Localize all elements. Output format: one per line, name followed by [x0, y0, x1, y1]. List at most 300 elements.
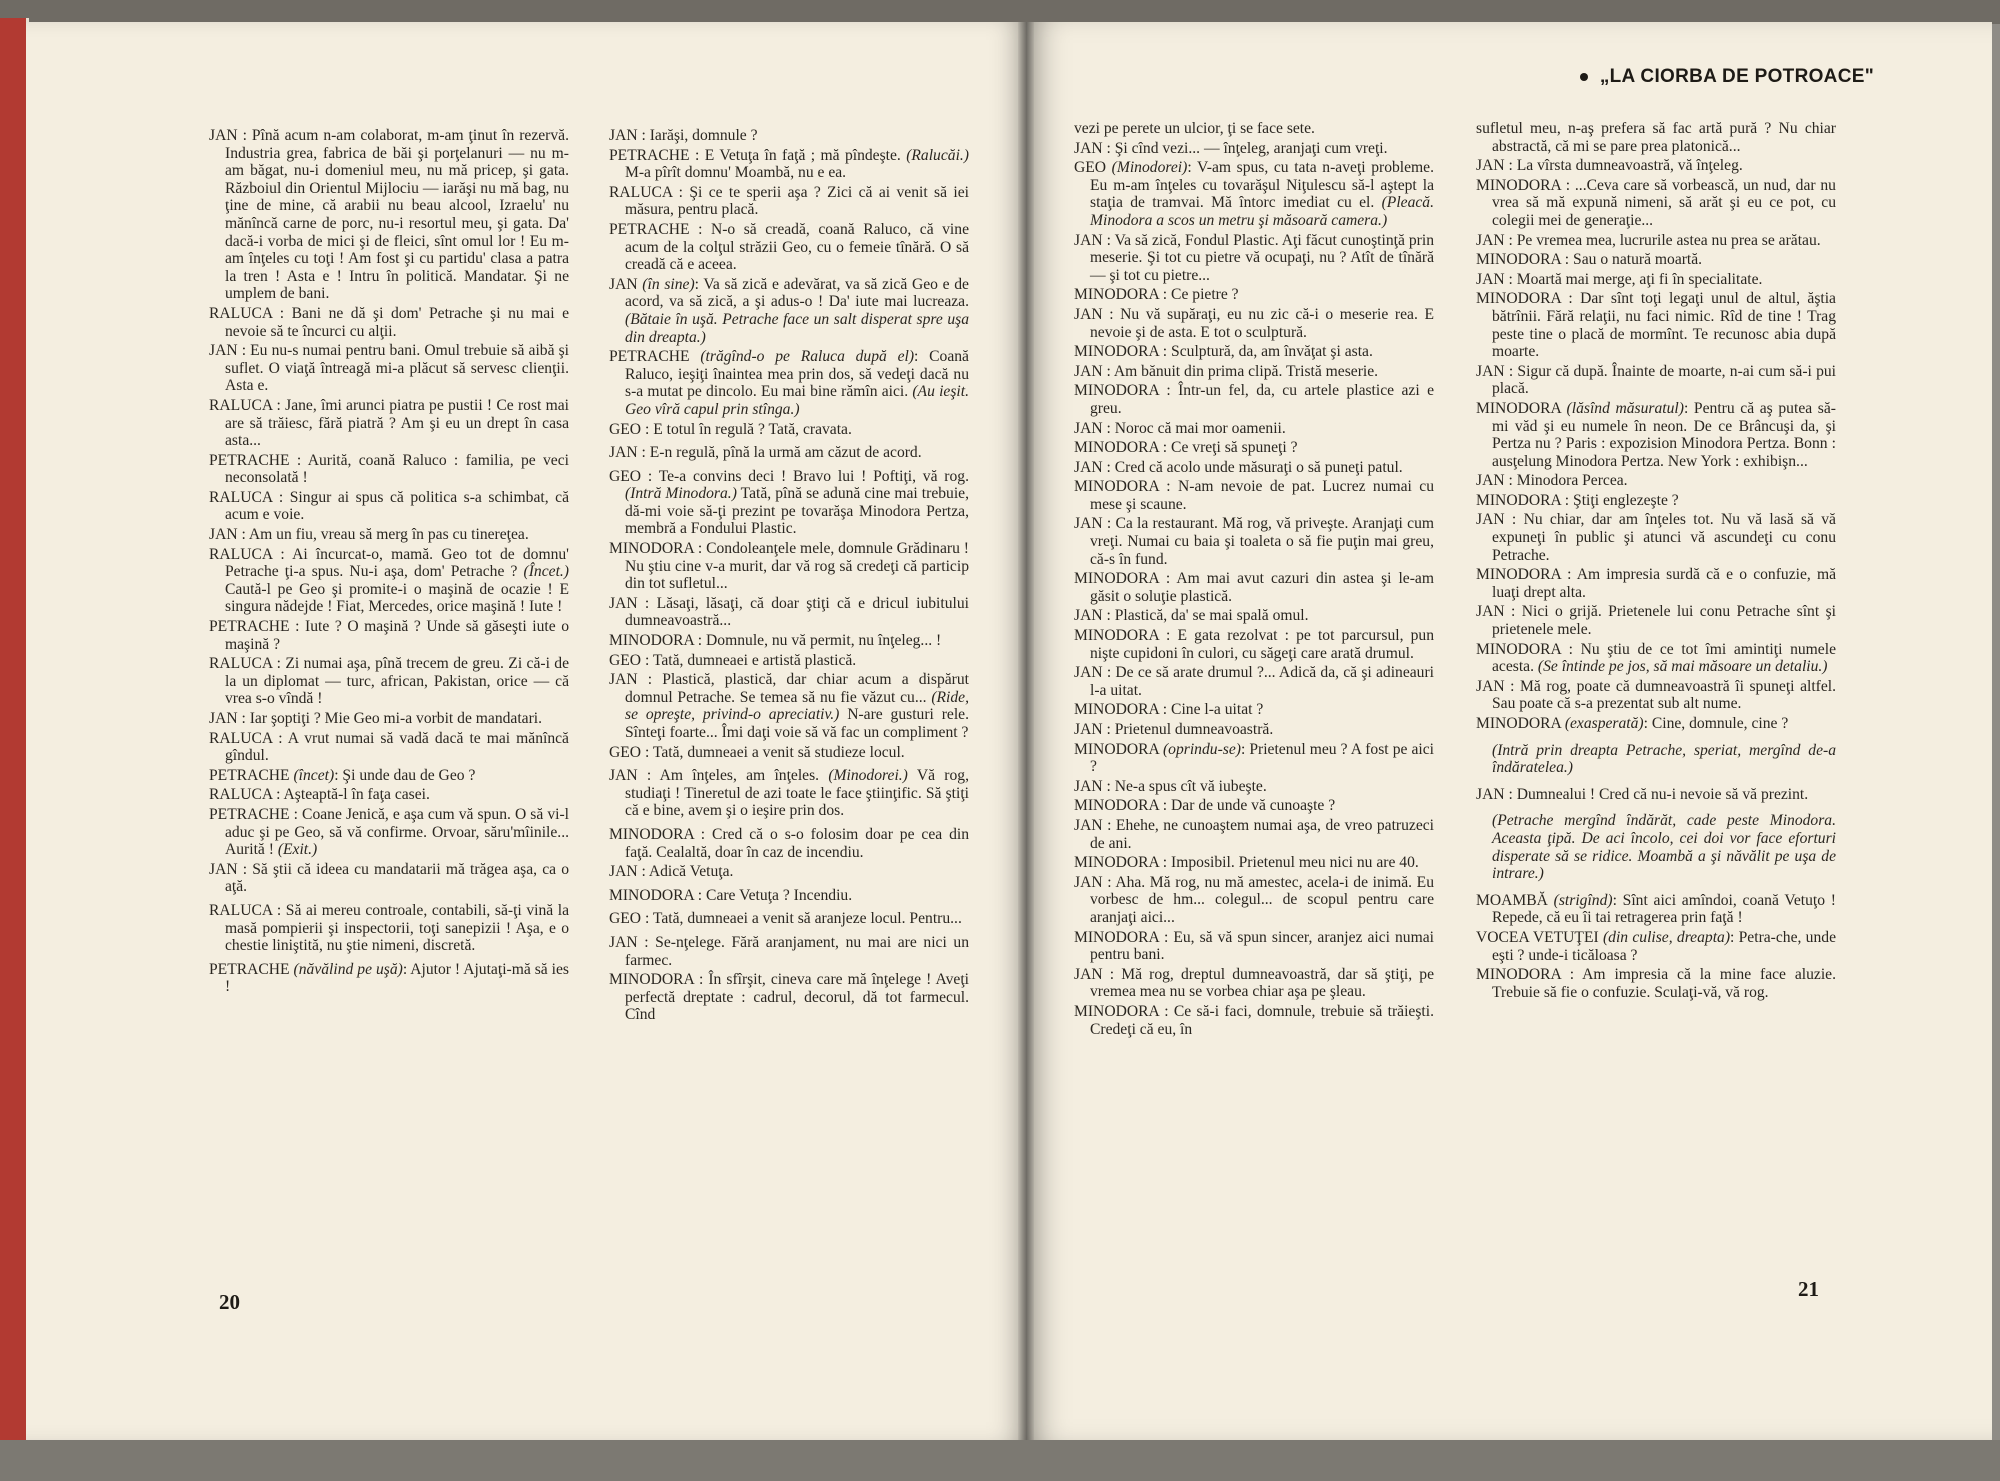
dialogue-text: Ca la restaurant. Mă rog, vă priveşte. Aranjaţi cum vreţi. Numai cu baia şi toaleta o să fie puţin mai greu, că-s în fund.: [1090, 515, 1434, 568]
speaker-name: JAN: [609, 863, 638, 881]
dialogue-text: Plastică, da' se mai spală omul.: [1114, 607, 1309, 625]
dialogue-line: RALUCA : Să ai mereu controale, contabili, să-ţi vină la masă pompierii şi inspectorii, toţi sanepizii ! Aşa, e o chestie liniştită, nu ştie nimeni, discretă.: [209, 901, 570, 955]
speaker-name: RALUCA: [209, 488, 273, 506]
dialogue-line: PETRACHE : N-o să creadă, coană Raluco, că vine acum de la colţul străzii Geo, cu o femeie tînără. O să creadă că e aceea.: [609, 220, 969, 274]
dialogue-text: Dumnealui ! Cred că nu-i nevoie să vă prezint.: [1516, 785, 1809, 803]
dialogue-line: RALUCA : A vrut numai să vadă dacă te mai mănîncă gîndul.: [209, 729, 569, 765]
speaker-name: RALUCA: [209, 729, 273, 747]
dialogue-text: Noroc că mai mor oamenii.: [1114, 419, 1286, 437]
dialogue-line: MINODORA : Domnule, nu vă permit, nu înţeleg... !: [609, 632, 942, 650]
dialogue-text: Care Vetuţa ? Incendiu.: [706, 886, 853, 904]
dialogue-line: PETRACHE : Aurită, coană Raluco : familia, pe veci neconsolată !: [209, 451, 569, 487]
speaker-name: JAN: [1074, 816, 1103, 834]
text-column-3: [1074, 120, 1434, 1040]
speaker-name: JAN: [1074, 231, 1103, 249]
speaker-name: MINODORA: [1074, 854, 1159, 872]
stage-direction-inline: (oprindu-se): [1162, 740, 1241, 758]
dialogue-text: : Ajutor ! Ajutaţi-mă să ies !: [225, 960, 569, 996]
speaker-name: JAN: [209, 526, 238, 544]
dialogue-line: [609, 348, 969, 418]
text-column-2: [609, 127, 969, 1026]
stage-direction-inline: (Minodorei): [1111, 159, 1188, 177]
speaker-name: JAN: [209, 860, 238, 878]
dialogue-text: : Cine, domnule, cine ?: [1643, 715, 1789, 732]
dialogue-text: Cine l-a uitat ?: [1171, 701, 1264, 719]
dialogue-line: [209, 961, 569, 996]
dialogue-line: GEO : E totul în regulă ? Tată, cravata.: [609, 420, 852, 438]
stage-direction: (Intră prin dreapta Petrache, speriat, mergînd de-a îndăratelea.): [1492, 741, 1836, 777]
dialogue-line: JAN : Noroc că mai mor oamenii.: [1074, 419, 1286, 437]
dialogue-text: Prietenul dumneavoastră.: [1114, 721, 1274, 738]
speaker-name: GEO: [609, 651, 642, 669]
speaker-name: MINODORA: [1074, 627, 1159, 645]
dialogue-text: Mă rog, dreptul dumneavoastră, dar să ştiţi, pe vremea mea nu se vorbea chiar aşa pe şleau.: [1090, 965, 1434, 1001]
dialogue-text: Tată, dumneaei a venit să studieze locul.: [652, 743, 905, 761]
dialogue-text: Am un fiu, vreau să merg în pas cu tinereţea.: [248, 526, 529, 544]
speaker-name: PETRACHE: [209, 451, 290, 469]
speaker-name: MINODORA: [1074, 439, 1159, 457]
bullet-icon: [1580, 73, 1588, 81]
stage-direction-inline: (trăgînd-o pe Raluca după el): [700, 348, 915, 366]
dialogue-line: [1476, 929, 1836, 964]
speaker-name: JAN: [1476, 511, 1505, 529]
dialogue-line: JAN : Dumnealui ! Cred că nu-i nevoie să vă prezint.: [1476, 785, 1809, 803]
speaker-name: MINODORA: [1074, 1002, 1159, 1020]
dialogue-line: [1074, 741, 1434, 776]
dialogue-line: MINODORA : Cred că o s-o folosim doar pe cea din faţă. Cealaltă, doar în caz de incendiu.: [609, 825, 969, 861]
dialogue-text: : Prietenul meu ? A fost pe aici ?: [1090, 740, 1434, 776]
dialogue-line: MINODORA : Ce vreţi să spuneţi ?: [1074, 439, 1298, 457]
speaker-name: GEO: [1074, 159, 1107, 177]
dialogue-text: vezi pe perete un ulcior, ţi se face sete.: [1074, 120, 1315, 137]
dialogue-text: sufletul meu, n-aş prefera să fac artă pură ? Nu chiar abstractă, că mi se pare prea platonică...: [1476, 120, 1836, 155]
speaker-name: MINODORA: [1476, 290, 1561, 308]
dialogue-continuation: [1476, 120, 1836, 155]
speaker-name: JAN: [1074, 305, 1103, 323]
running-head-text: „LA CIORBA DE POTROACE": [1599, 66, 1874, 87]
dialogue-text: Eu nu-s numai pentru bani. Omul trebuie să aibă şi suflet. O viaţă întreagă mi-a plăcut să servesc clienţii. Asta e.: [225, 342, 569, 395]
stage-direction-inline: (Încet.): [523, 563, 569, 581]
dialogue-line: MINODORA : În sfîrşit, cineva care mă înţelege ! Aveţi perfectă dreptate : cadrul, decorul, dă tot farmecul. Cînd: [609, 971, 969, 1024]
dialogue-text: : Va să zică e adevărat, va să zică Geo e de acord, va să zică, a şi adus-o ! Da' iute mai lucreaza.: [625, 275, 969, 311]
dialogue-text: Singur ai spus că politica s-a schimbat, că acum e voie.: [225, 488, 569, 524]
speaker-name: JAN: [1476, 270, 1505, 288]
dialogue-text: Ştiţi englezeşte ?: [1573, 491, 1679, 509]
stage-direction-inline: (Bătaie în uşă. Petrache face un salt disperat spre uşa din dreapta.): [625, 310, 969, 346]
dialogue-line: MINODORA : Am mai avut cazuri din astea şi le-am găsit o soluţie plastică.: [1074, 570, 1434, 605]
dialogue-line: MINODORA : Dar de unde vă cunoaşte ?: [1074, 797, 1336, 815]
speaker-name: JAN: [1074, 458, 1103, 476]
dialogue-text: Domnule, nu vă permit, nu înţeleg... !: [706, 632, 942, 650]
dialogue-text: Lăsaţi, lăsaţi, că doar ştiţi că e dricul iubitului dumneavoastră...: [625, 594, 969, 630]
dialogue-text: Pînă acum n-am colaborat, m-am ţinut în rezervă. Industria grea, fabrica de băi şi porţelanuri — nu m-am băgat, nu-i domeniul meu, nu mă pricep, şi gata. Războiul din Orientul Mijlociu — iarăşi nu mă bag, nu ţine de mine, că arabii nu beau alcool, Izraelu' nu mănîncă carne de porc, nu-i resortul meu, şi gata. Da' dacă-i vorba de mici şi de fleici, sînt omul lor ! Eu m-am înţeles cu toţi ! Am fost şi cu partidu' clasa a patra la tren ! Asta e ! Intru în politică. Mandatar. Şi ne umplem de bani.: [225, 127, 569, 303]
stage-direction-inline: (Pleacă. Minodora a scos un metru şi măsoară camera.): [1090, 194, 1434, 229]
dialogue-line: JAN : Mă rog, dreptul dumneavoastră, dar să ştiţi, pe vremea mea nu se vorbea chiar aşa pe şleau.: [1074, 965, 1434, 1001]
speaker-name: MINODORA: [1074, 343, 1159, 361]
dialogue-line: JAN : Să ştii că ideea cu mandatarii mă trăgea aşa, ca o aţă.: [209, 860, 569, 896]
dialogue-line: MINODORA : Care Vetuţa ? Incendiu.: [609, 886, 853, 904]
dialogue-line: JAN : Lăsaţi, lăsaţi, că doar ştiţi că e dricul iubitului dumneavoastră...: [609, 594, 969, 630]
dialogue-text: Ce pietre ?: [1171, 286, 1239, 304]
speaker-name: MINODORA: [1476, 251, 1561, 269]
dialogue-line: [1476, 400, 1836, 470]
speaker-name: MINODORA: [609, 632, 694, 650]
speaker-name: JAN: [209, 710, 238, 727]
dialogue-text: Tată, pînă se adună cine mai trebuie, dă-mi voie să-ţi prezint pe tovarăşa Minodora Pertza, membră a Fondului Plastic.: [625, 485, 969, 538]
speaker-name: RALUCA: [209, 901, 273, 919]
dialogue-text: Pe vremea mea, lucrurile astea nu prea se arătau.: [1516, 231, 1821, 249]
dialogue-text: Să ştii că ideea cu mandatarii mă trăgea aşa, ca o aţă.: [225, 860, 569, 896]
dialogue-text: Ai încurcat-o, mamă. Geo tot de domnu' Petrache ţi-a spus. Nu-i aşa, dom' Petrache ?: [225, 545, 569, 581]
speaker-name: PETRACHE: [209, 960, 290, 978]
speaker-name: MINODORA: [609, 886, 694, 904]
dialogue-text: Aşteaptă-l în faţa casei.: [283, 786, 430, 804]
dialogue-line: MINODORA : Am impresia surdă că e o confuzie, mă luaţi drept alta.: [1476, 566, 1836, 601]
dialogue-text: Ce să-i faci, domnule, trebuie să trăieşti. Credeţi că eu, în: [1090, 1002, 1434, 1038]
dialogue-text: : V-am spus, cu tata n-aveţi probleme. Eu m-am înţeles cu tovarăşul Niţulescu să-l aştept la staţia de tramvai. Mă întorc imediat cu el.: [1090, 159, 1434, 212]
dialogue-text: : Coană Raluco, ieşiţi înaintea mea prin dos, să vedeţi dacă nu s-a mutat pe dincolo. Eu mai bine rămîn aici.: [625, 348, 969, 401]
dialogue-text: E gata rezolvat : pe tot parcursul, pun nişte cupidoni în culori, cu săgeţi care arată drumul.: [1090, 627, 1434, 662]
speaker-name: JAN: [609, 275, 638, 293]
stage-direction-inline: (strigînd): [1553, 891, 1613, 909]
dialogue-line: PETRACHE : Iute ? O maşină ? Unde să găseşti iute o maşină ?: [209, 618, 569, 653]
dialogue-text: Zi numai aşa, pînă trecem de greu. Zi că-i de la un diplomat — turc, african, Pakistan, orice — că vrea s-o vîndă !: [225, 655, 569, 708]
dialogue-line: JAN : Aha. Mă rog, nu mă amestec, acela-i de inimă. Eu vorbesc de hm... colegul... de scopul pentru care aranjaţi aici...: [1074, 873, 1434, 926]
text-column-4: [1476, 120, 1836, 1003]
dialogue-line: JAN : Iar şoptiţi ? Mie Geo mi-a vorbit de mandatari.: [209, 710, 543, 727]
dialogue-line: RALUCA : Singur ai spus că politica s-a schimbat, că acum e voie.: [209, 488, 569, 524]
speaker-name: MINODORA: [1476, 176, 1561, 194]
speaker-name: RALUCA: [209, 545, 273, 563]
dialogue-line: JAN : Am înţeles, am înţeles. (Minodorei.) Vă rog, studiaţi ! Tineretul de azi toate le face ştiinţific. Să ştiţi că e bine, avem şi o ieşire prin dos.: [609, 767, 969, 820]
speaker-name: RALUCA: [209, 396, 273, 414]
dialogue-line: JAN : Ca la restaurant. Mă rog, vă priveşte. Aranjaţi cum vreţi. Numai cu baia şi toaleta o să fie puţin mai greu, că-s în fund.: [1074, 515, 1434, 568]
speaker-name: JAN: [1074, 777, 1103, 795]
dialogue-text: Eu, să vă spun sincer, aranjez aici numai pentru bani.: [1090, 928, 1434, 964]
dialogue-line: [1074, 159, 1434, 229]
speaker-name: MINODORA: [1476, 715, 1561, 732]
dialogue-line: MINODORA : Dar sînt toţi legaţi unul de altul, ăştia bătrînii. Fără relaţii, nu faci nimic. Rîd de tine ! Trag peste tine o placă de mormînt. Te recunosc abia după moarte.: [1476, 290, 1836, 361]
stage-direction-inline: (Exit.): [277, 841, 318, 859]
dialogue-line: [1476, 892, 1836, 927]
speaker-name: GEO: [609, 910, 642, 928]
book-cover-edge: [0, 18, 29, 1443]
dialogue-line: JAN : Am un fiu, vreau să merg în pas cu tinereţea.: [209, 526, 529, 544]
page-number-left: 20: [219, 1290, 240, 1314]
dialogue-line: JAN : Pe vremea mea, lucrurile astea nu prea se arătau.: [1476, 231, 1821, 249]
speaker-name: MINODORA: [1074, 701, 1159, 719]
dialogue-line: JAN : De ce să arate drumul ?... Adică da, că şi adineauri l-a uitat.: [1074, 664, 1434, 699]
dialogue-text: Dar sînt toţi legaţi unul de altul, ăştia bătrînii. Fără relaţii, nu faci nimic. Rîd de tine ! Trag peste tine o placă de mormînt. Te recunosc abia după moarte.: [1492, 290, 1836, 361]
dialogue-line: JAN : Ehehe, ne cunoaştem numai aşa, de vreo patruzeci de ani.: [1074, 816, 1434, 852]
dialogue-line: MINODORA : Sau o natură moartă.: [1476, 251, 1703, 269]
speaker-name: JAN: [1074, 607, 1103, 625]
speaker-name: RALUCA: [609, 183, 673, 201]
dialogue-text: Şi cînd vezi... — înţeleg, aranjaţi cum vreţi.: [1114, 139, 1388, 157]
dialogue-line: RALUCA : Aşteaptă-l în faţa casei.: [209, 786, 430, 804]
dialogue-text: Moartă mai merge, aţi fi în specialitate.: [1516, 270, 1763, 288]
dialogue-line: MINODORA : Sculptură, da, am învăţat şi asta.: [1074, 343, 1373, 361]
speaker-name: MINODORA: [1476, 566, 1561, 584]
speaker-name: MINODORA: [609, 540, 694, 558]
stage-direction-inline: (exasperată): [1564, 715, 1644, 732]
stage-direction-inline: (Intră Minodora.): [625, 485, 737, 503]
dialogue-line: MINODORA : Ce pietre ?: [1074, 286, 1239, 304]
speaker-name: JAN: [1476, 472, 1505, 490]
stage-direction-inline: (Se întinde pe jos, să mai măsoare un detaliu.): [1537, 658, 1828, 676]
speaker-name: GEO: [609, 467, 642, 485]
dialogue-line: JAN : E-n regulă, pînă la urmă am căzut de acord.: [609, 444, 922, 462]
dialogue-text: E-n regulă, pînă la urmă am căzut de acord.: [649, 444, 922, 462]
speaker-name: MOAMBĂ: [1476, 891, 1548, 909]
speaker-name: RALUCA: [209, 786, 273, 804]
stage-direction: (Petrache mergînd îndărăt, cade peste Minodora. Aceasta ţipă. De aci încolo, cei doi vor face eforturi disperate să se ridice. Moambă a şi năvălit pe uşa de intrare.): [1492, 812, 1836, 883]
dialogue-text: N-am nevoie de pat. Lucrez numai cu mese şi scaune.: [1090, 478, 1434, 513]
speaker-name: GEO: [609, 743, 642, 761]
dialogue-text: Sigur că după. Înainte de moarte, n-ai cum să-i pui placă.: [1492, 362, 1836, 398]
dialogue-text: Te-a convins deci ! Bravo lui ! Poftiţi, vă rog.: [658, 467, 969, 485]
speaker-name: RALUCA: [209, 304, 273, 322]
speaker-name: JAN: [609, 767, 638, 785]
dialogue-line: GEO : Tată, dumneaei a venit să studieze locul.: [609, 743, 905, 761]
dialogue-line: [609, 276, 969, 346]
speaker-name: JAN: [1074, 965, 1103, 983]
dialogue-line: MINODORA : Ştiţi englezeşte ?: [1476, 491, 1679, 509]
dialogue-text: Nu ştiu de ce tot îmi amintiţi numele acesta.: [1492, 640, 1836, 676]
dialogue-text: Tată, dumneaei e artistă plastică.: [652, 651, 857, 669]
dialogue-line: JAN : Am bănuit din prima clipă. Tristă meserie.: [1074, 362, 1379, 380]
dialogue-line: MINODORA : ...Ceva care să vorbească, un nud, dar nu vrea să mă expună nimeni, să arăt şi eu ce pot, cu colegii mei de generaţie...: [1476, 176, 1836, 229]
dialogue-line: MINODORA : Am impresia că la mine face aluzie. Trebuie să fie o confuzie. Sculaţi-vă, vă rog.: [1476, 966, 1836, 1001]
dialogue-text: Minodora Percea.: [1516, 472, 1628, 490]
dialogue-text: Plastică, plastică, dar chiar acum a dispărut domnul Petrache. Se temea să nu fie văzut cu...: [625, 671, 969, 706]
speaker-name: JAN: [1476, 362, 1505, 380]
stage-direction-inline: (năvălind pe uşă): [293, 960, 403, 978]
dialogue-line: JAN : Ne-a spus cît vă iubeşte.: [1074, 777, 1267, 795]
speaker-name: MINODORA: [609, 971, 694, 989]
speaker-name: JAN: [1476, 785, 1505, 803]
stage-direction-inline: (încet): [293, 766, 335, 784]
speaker-name: PETRACHE: [209, 805, 290, 823]
dialogue-line: RALUCA : Ai încurcat-o, mamă. Geo tot de domnu' Petrache ţi-a spus. Nu-i aşa, dom' Petrache ? (Încet.) Caută-l pe Geo şi promite-i o maşină de ocazie ! E singura nădejde ! Fiat, Mercedes, orice maşină ! Iute !: [209, 545, 569, 616]
dialogue-text: Aurită, coană Raluco : familia, pe veci neconsolată !: [225, 451, 569, 487]
speaker-name: MINODORA: [1074, 382, 1159, 400]
dialogue-text: Coane Jenică, e aşa cum vă spun. O să vi-l aduc şi pe Geo, să vă confirme. Orvoar, săru'mîinile... Aurită !: [225, 805, 569, 859]
speaker-name: MINODORA: [1476, 491, 1561, 509]
speaker-name: JAN: [209, 127, 238, 144]
stage-direction-inline: (lăsînd măsuratul): [1566, 399, 1684, 417]
book-gutter: [1018, 22, 1034, 1440]
dialogue-text: Ne-a spus cît vă iubeşte.: [1114, 777, 1267, 795]
dialogue-line: MINODORA : Imposibil. Prietenul meu nici nu are 40.: [1074, 854, 1419, 872]
dialogue-line: JAN : Plastică, da' se mai spală omul.: [1074, 607, 1309, 625]
dialogue-text: Adică Vetuţa.: [648, 863, 734, 881]
dialogue-line: GEO : Te-a convins deci ! Bravo lui ! Poftiţi, vă rog. (Intră Minodora.) Tată, pînă se adună cine mai trebuie, dă-mi voie să-ţi prezint pe tovarăşa Minodora Pertza, membră a Fondului Plastic.: [609, 467, 969, 538]
dialogue-text: M-a pîrît domnu' Moambă, nu e ea.: [625, 164, 847, 182]
dialogue-line: JAN : Şi cînd vezi... — înţeleg, aranjaţi cum vreţi.: [1074, 139, 1388, 157]
dialogue-line: MINODORA : Nu ştiu de ce tot îmi amintiţi numele acesta. (Se întinde pe jos, să mai măsoare un detaliu.): [1476, 640, 1836, 676]
speaker-name: PETRACHE: [609, 348, 690, 366]
dialogue-line: JAN : Pînă acum n-am colaborat, m-am ţinut în rezervă. Industria grea, fabrica de băi şi porţelanuri — nu m-am băgat, nu-i domeniul meu, nu mă pricep, şi gata. Războiul din Orientul Mijlociu — iarăşi nu mă bag, nu ţine de mine, că arabii nu beau alcool, Izraelu' nu mănîncă carne de porc, nu-i resortul meu, şi gata. Da' dacă-i vorba de mici şi de fleici, sînt omul lor ! Eu m-am înţeles cu toţi ! Am fost şi cu partidu' clasa a patra la tren ! Asta e ! Intru în politică. Mandatar. Şi ne umplem de bani.: [209, 127, 569, 303]
dialogue-text: Am bănuit din prima clipă. Tristă meserie.: [1113, 362, 1379, 380]
dialogue-line: RALUCA : Bani ne dă şi dom' Petrache şi nu mai e nevoie să te încurci cu alţii.: [209, 304, 569, 340]
dialogue-text: Ehehe, ne cunoaştem numai aşa, de vreo patruzeci de ani.: [1090, 816, 1434, 852]
dialogue-text: : Sînt aici amîndoi, coană Vetuţo ! Repede, că eu îi tai retragerea prin faţă !: [1492, 891, 1836, 927]
speaker-name: MINODORA: [1074, 286, 1159, 304]
dialogue-line: GEO : Tată, dumneaei e artistă plastică.: [609, 651, 857, 669]
speaker-name: PETRACHE: [609, 146, 690, 164]
dialogue-text: Nici o grijă. Prietenele lui conu Petrache sînt şi prietenele mele.: [1492, 603, 1836, 639]
dialogue-text: Nu vă supăraţi, eu nu zic că-i o meserie rea. E nevoie şi de asta. E tot o sculptură.: [1090, 305, 1434, 341]
speaker-name: RALUCA: [209, 655, 273, 673]
dialogue-line: JAN : Prietenul dumneavoastră.: [1074, 721, 1274, 738]
dialogue-line: MINODORA : N-am nevoie de pat. Lucrez numai cu mese şi scaune.: [1074, 478, 1434, 513]
speaker-name: JAN: [1074, 515, 1103, 533]
speaker-name: JAN: [609, 671, 638, 689]
dialogue-text: Am impresia că la mine face aluzie. Trebuie să fie o confuzie. Sculaţi-vă, vă rog.: [1492, 966, 1836, 1001]
speaker-name: MINODORA: [1074, 478, 1159, 496]
speaker-name: PETRACHE: [209, 766, 290, 784]
dialogue-text: Iute ? O maşină ? Unde să găseşti iute o maşină ?: [225, 618, 569, 653]
dialogue-text: Iar şoptiţi ? Mie Geo mi-a vorbit de mandatari.: [249, 710, 543, 727]
dialogue-continuation: [1074, 120, 1434, 138]
stage-direction-inline: (din culise, dreapta): [1602, 928, 1731, 946]
dialogue-text: În sfîrşit, cineva care mă înţelege ! Aveţi perfectă dreptate : cadrul, decorul, dă tot farmecul. Cînd: [625, 971, 969, 1024]
speaker-name: JAN: [1074, 873, 1103, 891]
dialogue-line: RALUCA : Zi numai aşa, pînă trecem de greu. Zi că-i de la un diplomat — turc, african, Pakistan, orice — că vrea s-o vîndă !: [209, 655, 569, 708]
dialogue-line: JAN : Cred că acolo unde măsuraţi o să puneţi patul.: [1074, 458, 1403, 476]
dialogue-line: JAN : Mă rog, poate că dumneavoastră îi spuneţi altfel. Sau poate că s-a prezentat sub alt nume.: [1476, 677, 1836, 713]
desk-background-top: [0, 0, 2000, 24]
dialogue-line: JAN : Va să zică, Fondul Plastic. Aţi făcut cunoştinţă prin meserie. Şi tot cu pietre vă ocupaţi, nu ? Atît de tînără — şi tot cu pietre...: [1074, 231, 1434, 284]
speaker-name: JAN: [1476, 231, 1505, 249]
speaker-name: MINODORA: [1476, 966, 1561, 984]
speaker-name: JAN: [1074, 362, 1103, 380]
dialogue-text: Jane, îmi arunci piatra pe pustii ! Ce rost mai are să trăiesc, fără piatră ? Am şi eu un drept în casa asta...: [225, 396, 569, 450]
speaker-name: VOCEA VETUŢEI: [1476, 928, 1599, 946]
dialogue-text: : Petra-che, unde eşti ? unde-i ticăloasa ?: [1492, 928, 1836, 964]
dialogue-text: N-are gusturi rele. Sînteţi foarte... Îmi daţi voie să vă fac un compliment ?: [625, 706, 969, 741]
dialogue-text: Într-un fel, da, cu artele plastice azi e greu.: [1090, 382, 1434, 417]
dialogue-text: : Şi unde dau de Geo ?: [334, 766, 476, 784]
dialogue-line: JAN : Nici o grijă. Prietenele lui conu Petrache sînt şi prietenele mele.: [1476, 603, 1836, 639]
dialogue-line: MINODORA : Ce să-i faci, domnule, trebuie să trăieşti. Credeţi că eu, în: [1074, 1002, 1434, 1038]
dialogue-text: Dar de unde vă cunoaşte ?: [1171, 797, 1336, 815]
dialogue-text: : Pentru că aş putea să-mi văd şi eu numele în neon. De ce Brâncuşi da, şi Pertza nu ? Paris : expozision Minodora Pertza. Bonn : ausţelung Minodora Pertza. New York : exhibişn...: [1492, 399, 1836, 470]
speaker-name: JAN: [1074, 664, 1103, 682]
speaker-name: JAN: [609, 594, 638, 612]
dialogue-line: PETRACHE : E Vetuţa în faţă ; mă pîndeşte. (Ralucăi.) M-a pîrît domnu' Moambă, nu e ea.: [609, 146, 969, 182]
dialogue-text: Să ai mereu controale, contabili, să-ţi vină la masă pompierii şi inspectorii, toţi sanepizii ! Aşa, e o chestie liniştită, nu ştie nimeni, discretă.: [225, 901, 570, 955]
dialogue-line: MINODORA : Eu, să vă spun sincer, aranjez aici numai pentru bani.: [1074, 928, 1434, 964]
stage-direction-inline: (Minodorei.): [828, 767, 908, 785]
dialogue-text: Bani ne dă şi dom' Petrache şi nu mai e nevoie să te încurci cu alţii.: [225, 304, 569, 340]
dialogue-text: Nu chiar, dar am înţeles tot. Nu vă lasă să vă expuneţi în public şi atunci vă ascundeţi cu conu Petrache.: [1492, 511, 1836, 564]
speaker-name: JAN: [209, 342, 238, 360]
stage-direction-inline: (Ralucăi.): [906, 146, 969, 164]
dialogue-line: RALUCA : Jane, îmi arunci piatra pe pustii ! Ce rost mai are să trăiesc, fără piatră ? Am şi eu un drept în casa asta...: [209, 396, 569, 450]
dialogue-text: Sculptură, da, am învăţat şi asta.: [1171, 343, 1373, 361]
speaker-name: GEO: [609, 420, 642, 438]
dialogue-line: GEO : Tată, dumneaei a venit să aranjeze locul. Pentru...: [609, 910, 962, 928]
dialogue-text: Sau o natură moartă.: [1573, 251, 1703, 269]
dialogue-text: Mă rog, poate că dumneavoastră îi spuneţi altfel. Sau poate că s-a prezentat sub alt nume.: [1492, 677, 1836, 713]
dialogue-line: JAN : Se-nţelege. Fără aranjament, nu mai are nici un farmec.: [609, 933, 969, 969]
dialogue-text: Şi ce te sperii aşa ? Zici că ai venit să iei măsura, pentru placă.: [625, 183, 969, 219]
speaker-name: PETRACHE: [609, 220, 690, 238]
dialogue-text: E Vetuţa în faţă ; mă pîndeşte.: [704, 146, 907, 164]
desk-background-bottom: [0, 1440, 2000, 1481]
speaker-name: JAN: [1476, 677, 1505, 695]
dialogue-text: Am mai avut cazuri din astea şi le-am găsit o soluţie plastică.: [1090, 570, 1434, 605]
dialogue-line: [209, 767, 569, 785]
dialogue-text: Cred că o s-o folosim doar pe cea din faţă. Cealaltă, doar în caz de incendiu.: [625, 825, 969, 861]
speaker-name: JAN: [1074, 139, 1103, 157]
dialogue-line: JAN : Moartă mai merge, aţi fi în specialitate.: [1476, 270, 1763, 288]
dialogue-text: Condoleanţele mele, domnule Grădinaru ! Nu ştiu cine v-a murit, dar vă rog să credeţi că particip din tot sufletul...: [625, 540, 969, 593]
dialogue-line: JAN : Iarăşi, domnule ?: [609, 127, 758, 144]
dialogue-text: La vîrsta dumneavoastră, vă înţeleg.: [1516, 157, 1743, 175]
dialogue-text: De ce să arate drumul ?... Adică da, că şi adineauri l-a uitat.: [1090, 664, 1434, 699]
dialogue-text: Imposibil. Prietenul meu nici nu are 40.: [1171, 854, 1419, 872]
dialogue-line: MINODORA : Într-un fel, da, cu artele plastice azi e greu.: [1074, 382, 1434, 417]
speaker-name: MINODORA: [1074, 928, 1159, 946]
speaker-name: JAN: [1476, 603, 1505, 621]
dialogue-line: JAN : Plastică, plastică, dar chiar acum a dispărut domnul Petrache. Se temea să nu fie văzut cu... (Ride, se opreşte, privind-o apreciativ.) N-are gusturi rele. Sînteţi foarte... Îmi daţi voie să vă fac un compliment ?: [609, 671, 969, 741]
dialogue-line: JAN : Adică Vetuţa.: [609, 863, 734, 881]
dialogue-text: Se-nţelege. Fără aranjament, nu mai are nici un farmec.: [625, 933, 969, 969]
dialogue-text: Aha. Mă rog, nu mă amestec, acela-i de inimă. Eu vorbesc de hm... colegul... de scopul pentru care aranjaţi aici...: [1090, 873, 1434, 926]
dialogue-line: RALUCA : Şi ce te sperii aşa ? Zici că ai venit să iei măsura, pentru placă.: [609, 183, 969, 219]
speaker-name: JAN: [609, 444, 638, 462]
running-head: [1580, 66, 1874, 88]
speaker-name: MINODORA: [1476, 640, 1561, 658]
text-column-1: [209, 127, 569, 998]
dialogue-line: JAN : Minodora Percea.: [1476, 472, 1628, 490]
dialogue-text: Cred că acolo unde măsuraţi o să puneţi patul.: [1114, 458, 1403, 476]
dialogue-line: PETRACHE : Coane Jenică, e aşa cum vă spun. O să vi-l aduc şi pe Geo, să vă confirme. Orvoar, săru'mîinile... Aurită ! (Exit.): [209, 805, 569, 859]
dialogue-text: Va să zică, Fondul Plastic. Aţi făcut cunoştinţă prin meserie. Şi tot cu pietre vă ocupaţi, nu ? Atît de tînără — şi tot cu pietre...: [1090, 231, 1434, 284]
speaker-name: MINODORA: [1074, 740, 1159, 758]
dialogue-text: Tată, dumneaei a venit să aranjeze locul. Pentru...: [652, 910, 962, 928]
dialogue-text: Ce vreţi să spuneţi ?: [1171, 439, 1298, 457]
speaker-name: MINODORA: [1476, 399, 1561, 417]
dialogue-text: A vrut numai să vadă dacă te mai mănîncă gîndul.: [225, 729, 569, 765]
dialogue-text: Am impresia surdă că e o confuzie, mă luaţi drept alta.: [1492, 566, 1836, 601]
dialogue-text: Am înţeles, am înţeles.: [659, 767, 829, 785]
stage-direction-inline: (Au ieşit. Geo vîră capul prin stînga.): [625, 383, 969, 418]
dialogue-line: JAN : Eu nu-s numai pentru bani. Omul trebuie să aibă şi suflet. O viaţă întreagă mi-a plăcut să servesc clienţii. Asta e.: [209, 342, 569, 395]
dialogue-line: JAN : Nu vă supăraţi, eu nu zic că-i o meserie rea. E nevoie şi de asta. E tot o sculptură.: [1074, 305, 1434, 341]
dialogue-line: JAN : Nu chiar, dar am înţeles tot. Nu vă lasă să vă expuneţi în public şi atunci vă ascundeţi cu conu Petrache.: [1476, 511, 1836, 564]
dialogue-text: ...Ceva care să vorbească, un nud, dar nu vrea să mă expună nimeni, să arăt şi eu ce pot, cu colegii mei de generaţie...: [1492, 176, 1836, 229]
dialogue-line: MINODORA : E gata rezolvat : pe tot parcursul, pun nişte cupidoni în culori, cu săgeţi care arată drumul.: [1074, 627, 1434, 662]
speaker-name: MINODORA: [1074, 570, 1159, 588]
speaker-name: JAN: [609, 933, 638, 951]
stage-direction-inline: (în sine): [642, 275, 695, 293]
speaker-name: MINODORA: [609, 825, 694, 843]
dialogue-line: JAN : Sigur că după. Înainte de moarte, n-ai cum să-i pui placă.: [1476, 362, 1836, 398]
speaker-name: JAN: [609, 127, 638, 144]
speaker-name: MINODORA: [1074, 797, 1159, 815]
dialogue-text: E totul în regulă ? Tată, cravata.: [653, 420, 852, 438]
dialogue-line: [1476, 715, 1836, 733]
dialogue-text: Iarăşi, domnule ?: [649, 127, 758, 144]
dialogue-line: MINODORA : Condoleanţele mele, domnule Grădinaru ! Nu ştiu cine v-a murit, dar vă rog să credeţi că particip din tot sufletul...: [609, 540, 969, 593]
dialogue-line: MINODORA : Cine l-a uitat ?: [1074, 701, 1264, 719]
dialogue-line: JAN : La vîrsta dumneavoastră, vă înţeleg.: [1476, 157, 1743, 175]
dialogue-text: Vă rog, studiaţi ! Tineretul de azi toate le face ştiinţific. Să ştiţi că e bine, avem şi o ieşire prin dos.: [625, 767, 969, 820]
